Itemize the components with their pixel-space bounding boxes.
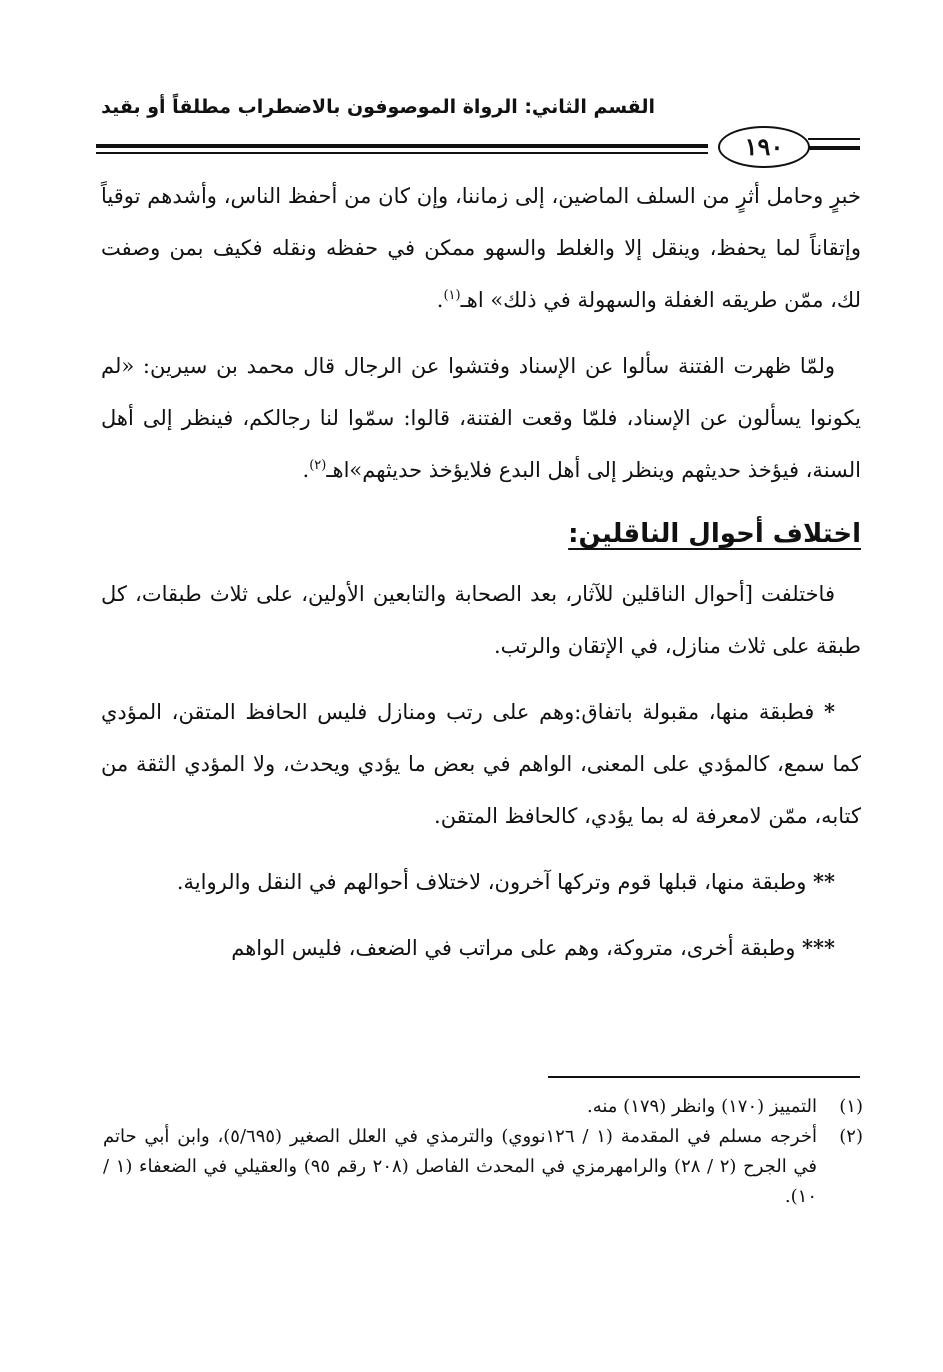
footnote-ref-1: (١) — [443, 288, 461, 303]
bullet-marker-1: * — [824, 699, 835, 724]
paragraph-2 — [101, 340, 861, 496]
paragraph-5-text: وطبقة منها، قبلها قوم وتركها آخرون، لاختلاف أحوالهم في النقل والرواية. — [176, 870, 807, 894]
paragraph-2-end: . — [302, 458, 310, 482]
section-heading: اختلاف أحوال الناقلين: — [568, 519, 861, 549]
paragraph-1 — [101, 170, 861, 326]
footnote-2 — [103, 1122, 863, 1212]
paragraph-6 — [101, 922, 861, 974]
bullet-marker-3: *** — [802, 935, 835, 960]
paragraph-1-text: خبرٍ وحامل أثرٍ من السلف الماضين، إلى زماننا، وإن كان من أحفظ الناس، وأشدهم توقياً وإتقاناً لما يحفظ، وينقل إلا والغلط والسهو ممكن في حفظه ونقله فكيف بمن وصفت لك، ممّن طريقه الغفلة والسهولة في ذلك» اهـ — [101, 184, 861, 312]
paragraph-4 — [101, 686, 861, 842]
header-rule-thin — [96, 152, 708, 154]
paragraph-6-text: وطبقة أخرى، متروكة، وهم على مراتب في الضعف، فليس الواهم — [231, 936, 796, 960]
main-text — [101, 170, 861, 974]
paragraph-5 — [101, 856, 861, 908]
paragraph-2-text: ولمّا ظهرت الفتنة سألوا عن الإسناد وفتشوا عن الرجال قال محمد بن سيرين: «لم يكونوا يسألون عن الإسناد، فلمّا وقعت الفتنة، قالوا: سمّوا لنا رجالكم، فينظر إلى أهل السنة، فيؤخذ حديثهم وينظر إلى أهل البدع فلايؤخذ حديثهم»اهـ — [101, 354, 861, 482]
footnotes — [103, 1092, 863, 1212]
header-rule-right-thick — [808, 146, 860, 150]
footnote-text: التمييز (١٧٠) وانظر (١٧٩) منه. — [587, 1096, 817, 1117]
paragraph-3: فاختلفت [أحوال الناقلين للآثار، بعد الصحابة والتابعين الأولين، على ثلاث طبقات، كل طبقة على ثلاث منازل، في الإتقان والرتب. — [101, 582, 861, 658]
bullet-marker-2: ** — [813, 869, 835, 894]
page-number: ١٩٠ — [718, 126, 810, 168]
paragraph-1-end: . — [436, 288, 444, 312]
paragraph-4-text: فطبقة منها، مقبولة باتفاق:وهم على رتب ومنازل فليس الحافظ المتقن، المؤدي كما سمع، كالمؤدي على المعنى، الواهم في بعض ما يؤدي ويحدث، ولا المؤدي الثقة من كتابه، ممّن لامعرفة له بما يؤدي، كالحافظ المتقن. — [101, 700, 861, 828]
footnote-ref-2: (٢) — [309, 458, 327, 473]
footnote-number: (١) — [839, 1096, 863, 1117]
footnote-1 — [103, 1092, 863, 1122]
header-rule — [96, 144, 708, 148]
footnote-rule — [548, 1076, 860, 1078]
footnote-text: أخرجه مسلم في المقدمة (١ / ١٢٦نووي) والترمذي في العلل الصغير (٥/٦٩٥)، وابن أبي حاتم في الجرح (٢ / ٢٨) والرامهرمزي في المحدث الفاصل (٢٠٨ رقم ٩٥) والعقيلي في الضعفاء (١ / ١٠). — [103, 1126, 817, 1207]
header-rule-right — [808, 138, 860, 140]
running-header: القسم الثاني: الرواة الموصوفون بالاضطراب مطلقاً أو بقيد — [101, 96, 655, 118]
footnote-number: (٢) — [839, 1126, 863, 1147]
